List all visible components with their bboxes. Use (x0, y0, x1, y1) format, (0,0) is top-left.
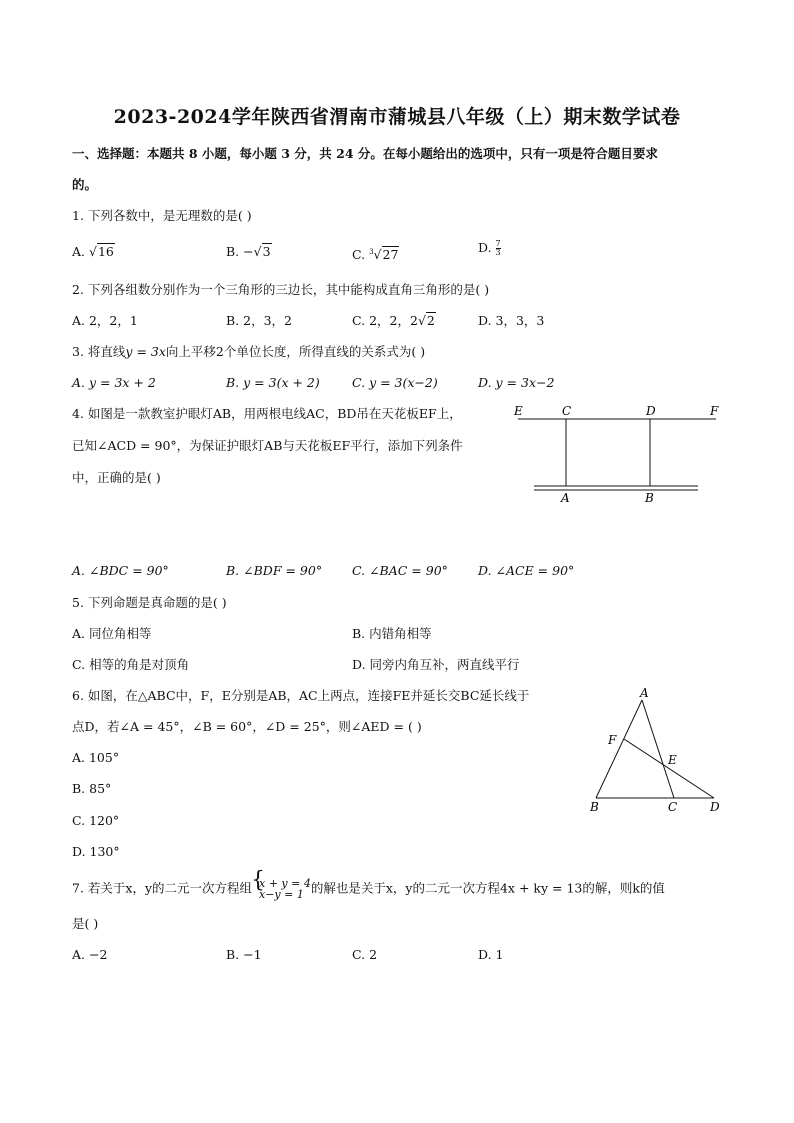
label-a: A (640, 686, 649, 700)
q4-option-c: C. ∠BAC = 90° (352, 563, 448, 578)
label-f: F (608, 733, 617, 747)
q4-option-d: D. ∠ACE = 90° (478, 563, 575, 578)
q4-stem-line3: 中，正确的是( ) (72, 470, 161, 485)
line-fd (624, 739, 714, 798)
label-c: C (562, 404, 572, 418)
q6-option-a: A. 105° (72, 750, 120, 765)
q7-stem-line2: 是( ) (72, 916, 99, 931)
q3-stem-b: 向上平移2个单位长度，所得直线的关系式为( ) (165, 344, 426, 359)
q7-equation-1: { x + y = 4 (259, 877, 311, 890)
q5-option-d: D. 同旁内角互补，两直线平行 (352, 657, 520, 672)
q7-option-c: C. 2 (352, 947, 378, 962)
q1-a-radicand: 16 (97, 244, 114, 259)
q1-b-radicand: 3 (262, 244, 271, 259)
label-d: D (646, 404, 656, 418)
q3-option-b: B. y = 3(x + 2) (226, 375, 320, 390)
q4-stem-line2: 已知∠ACD = 90°，为保证护眼灯AB与天花板EF平行，添加下列条件 (72, 438, 463, 453)
q3-option-d: D. y = 3x−2 (478, 375, 555, 390)
q2-c-radicand: 2 (426, 313, 435, 328)
q2-c-prefix: C. 2，2，2 (352, 313, 418, 328)
q2-stem: 2. 下列各组数分别作为一个三角形的三边长，其中能构成直角三角形的是( ) (72, 282, 490, 297)
q3-option-c: C. y = 3(x−2) (352, 375, 438, 390)
q4-option-b: B. ∠BDF = 90° (226, 563, 323, 578)
q7-option-b: B. −1 (226, 947, 262, 962)
side-ac (642, 700, 674, 798)
q7-stem-line1 (72, 878, 665, 900)
q3-stem (72, 344, 425, 360)
label-b: B (645, 491, 654, 505)
q1-b-prefix: B. − (226, 244, 254, 259)
q4-stem-line1: 4. 如图是一款教室护眼灯AB，用两根电线AC，BD吊在天花板EF上， (72, 406, 462, 421)
label-f: F (710, 404, 719, 418)
q3-option-a: A. y = 3x + 2 (72, 375, 156, 390)
label-e: E (668, 753, 677, 767)
q1-c-radicand: 27 (382, 247, 399, 263)
q4-lamp-figure (508, 400, 724, 506)
q3-stem-a: 3. 将直线 (72, 344, 126, 359)
q7-equation-system (252, 878, 311, 900)
q7-equation-2: x−y = 1 (259, 888, 304, 901)
q5-option-a: A. 同位角相等 (72, 626, 152, 641)
q2-option-a: A. 2，2，1 (72, 313, 138, 328)
q6-triangle-figure (584, 684, 724, 816)
section-header: 一、选择题：本题共 8 小题，每小题 3 分，共 24 分。在每小题给出的选项中，只有一项是符合题目要求 (72, 146, 658, 161)
q1-option-d (478, 240, 501, 257)
q7-stem-post: 的解也是关于x，y的二元一次方程4x + ky = 13的解，则k的值 (310, 880, 665, 896)
q1-d-fraction (496, 240, 501, 257)
q2-option-c: C. 2，2，2√2 (352, 313, 435, 328)
q1-d-numerator: 7 (495, 239, 501, 248)
q1-a-prefix: A. (72, 244, 89, 259)
q2-option-d: D. 3，3，3 (478, 313, 545, 328)
q7-option-a: A. −2 (72, 947, 108, 962)
q6-stem-line1: 6. 如图，在△ABC中，F，E分别是AB，AC上两点，连接FE并延长交BC延长线于 (72, 688, 530, 703)
page-title: 2023-2024学年陕西省渭南市蒲城县八年级（上）期末数学试卷 (113, 106, 681, 128)
q6-option-b: B. 85° (72, 781, 112, 796)
q1-option-b: B. −√3 (226, 244, 271, 259)
q1-c-index: 3 (369, 248, 374, 256)
q1-option-a: A. √16 (72, 244, 114, 259)
q1-d-denominator: 3 (495, 248, 501, 257)
q1-option-c: C. $^3$√27 (352, 247, 399, 263)
q6-option-d: D. 130° (72, 844, 120, 859)
q1-d-prefix: D. (478, 240, 496, 255)
section-header-cont: 的。 (72, 177, 98, 192)
q6-option-c: C. 120° (72, 813, 120, 828)
q5-option-c: C. 相等的角是对顶角 (72, 657, 190, 672)
q7-option-d: D. 1 (478, 947, 504, 962)
q2-option-b: B. 2，3，2 (226, 313, 292, 328)
label-d: D (710, 800, 720, 814)
q1-stem: 1. 下列各数中，是无理数的是( ) (72, 208, 252, 223)
q1-c-prefix: C. (352, 247, 370, 263)
q5-stem: 5. 下列命题是真命题的是( ) (72, 595, 227, 610)
label-a: A (561, 491, 570, 505)
q7-stem-pre: 7. 若关于x，y的二元一次方程组 (72, 880, 253, 896)
label-c: C (668, 800, 678, 814)
q5-option-b: B. 内错角相等 (352, 626, 432, 641)
q4-option-a: A. ∠BDC = 90° (72, 563, 169, 578)
label-e: E (514, 404, 523, 418)
side-ab (596, 700, 642, 798)
label-b: B (590, 800, 599, 814)
q6-stem-line2: 点D，若∠A = 45°，∠B = 60°，∠D = 25°，则∠AED = ( ) (72, 719, 422, 734)
q3-stem-equation: y = 3x (125, 344, 166, 359)
